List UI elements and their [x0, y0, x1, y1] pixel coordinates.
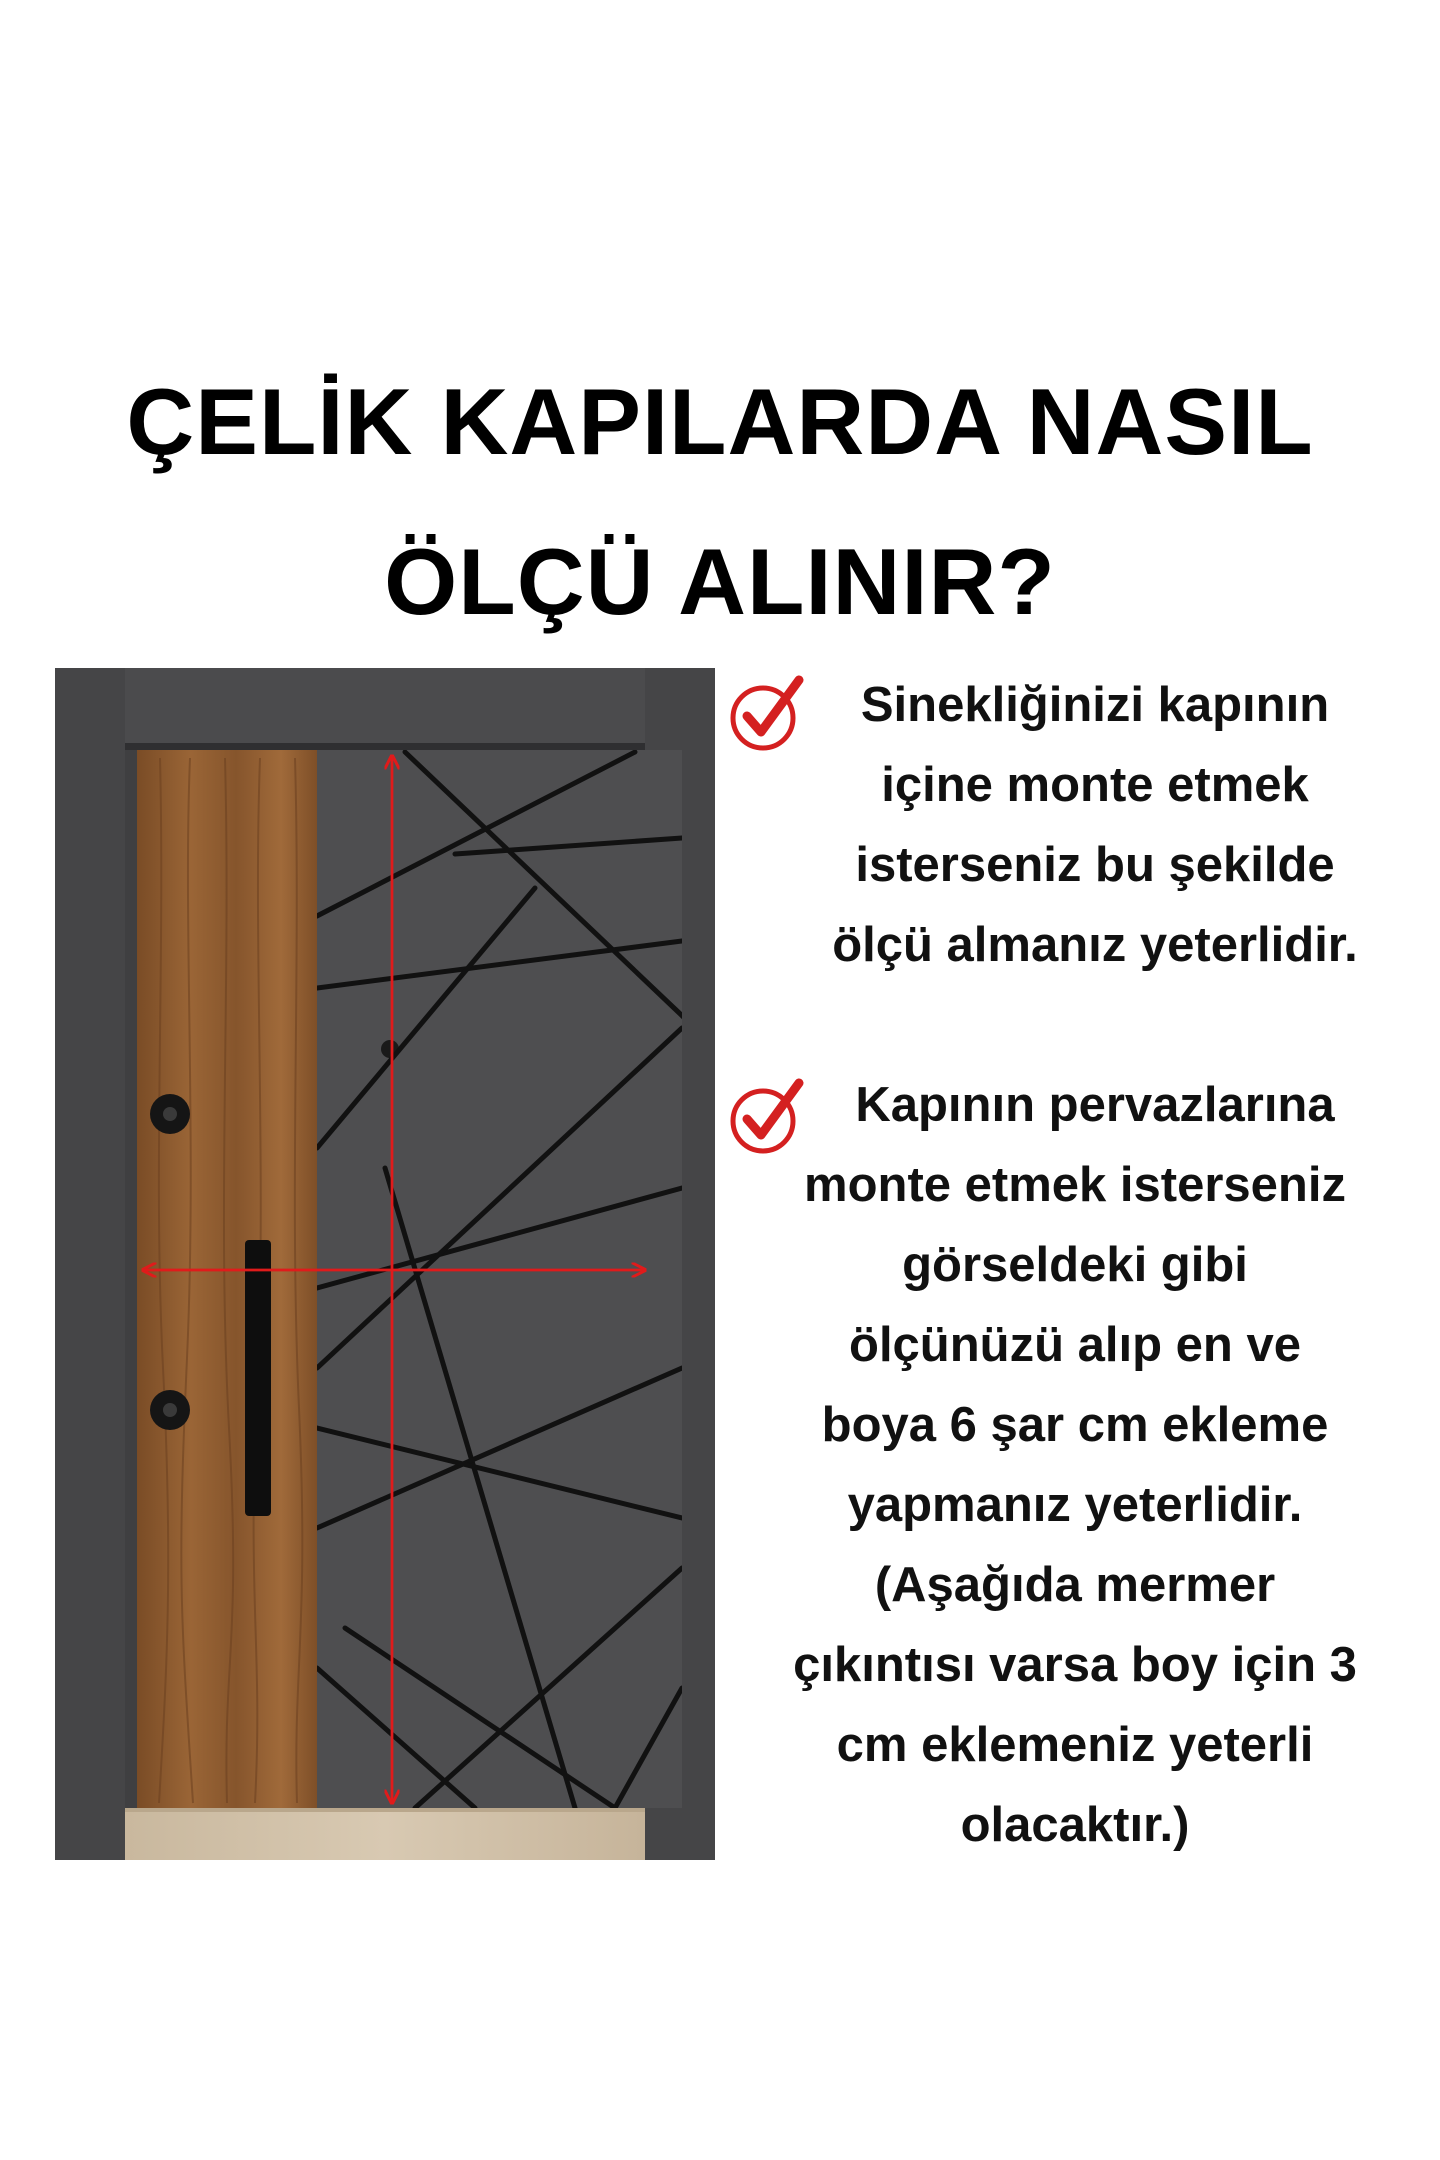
note-line: ölçü almanız yeterlidir. — [832, 918, 1358, 972]
note-line: Sinekliğinizi kapının — [860, 678, 1330, 732]
note-line: Kapının pervazlarına — [855, 1078, 1335, 1132]
note-line: cm eklemeniz yeterli — [836, 1718, 1314, 1772]
note-line: monte etmek isterseniz — [804, 1158, 1346, 1212]
door-measurement-icon — [55, 668, 715, 1860]
note-line: boya 6 şar cm ekleme — [821, 1398, 1329, 1452]
lock-top — [150, 1094, 190, 1134]
note-line: (Aşağıda mermer — [874, 1558, 1276, 1612]
note-frame-mount — [730, 1065, 1420, 1865]
page-title-line-1: ÇELİK KAPILARDA NASIL — [126, 369, 1314, 474]
note-inner-mount — [770, 665, 1420, 985]
note-line: olacaktır.) — [960, 1798, 1190, 1852]
lock-bottom — [150, 1390, 190, 1430]
note-line: yapmanız yeterlidir. — [847, 1478, 1303, 1532]
note-line: çıkıntısı varsa boy için 3 — [793, 1638, 1357, 1692]
note-line: görseldeki gibi — [902, 1238, 1248, 1292]
door-illustration — [55, 668, 715, 1860]
page-title-line-2: ÖLÇÜ ALINIR? — [384, 529, 1056, 634]
note-line: içine monte etmek — [881, 758, 1309, 812]
note-line: ölçünüzü alıp en ve — [849, 1318, 1301, 1372]
note-line: isterseniz bu şekilde — [855, 838, 1335, 892]
